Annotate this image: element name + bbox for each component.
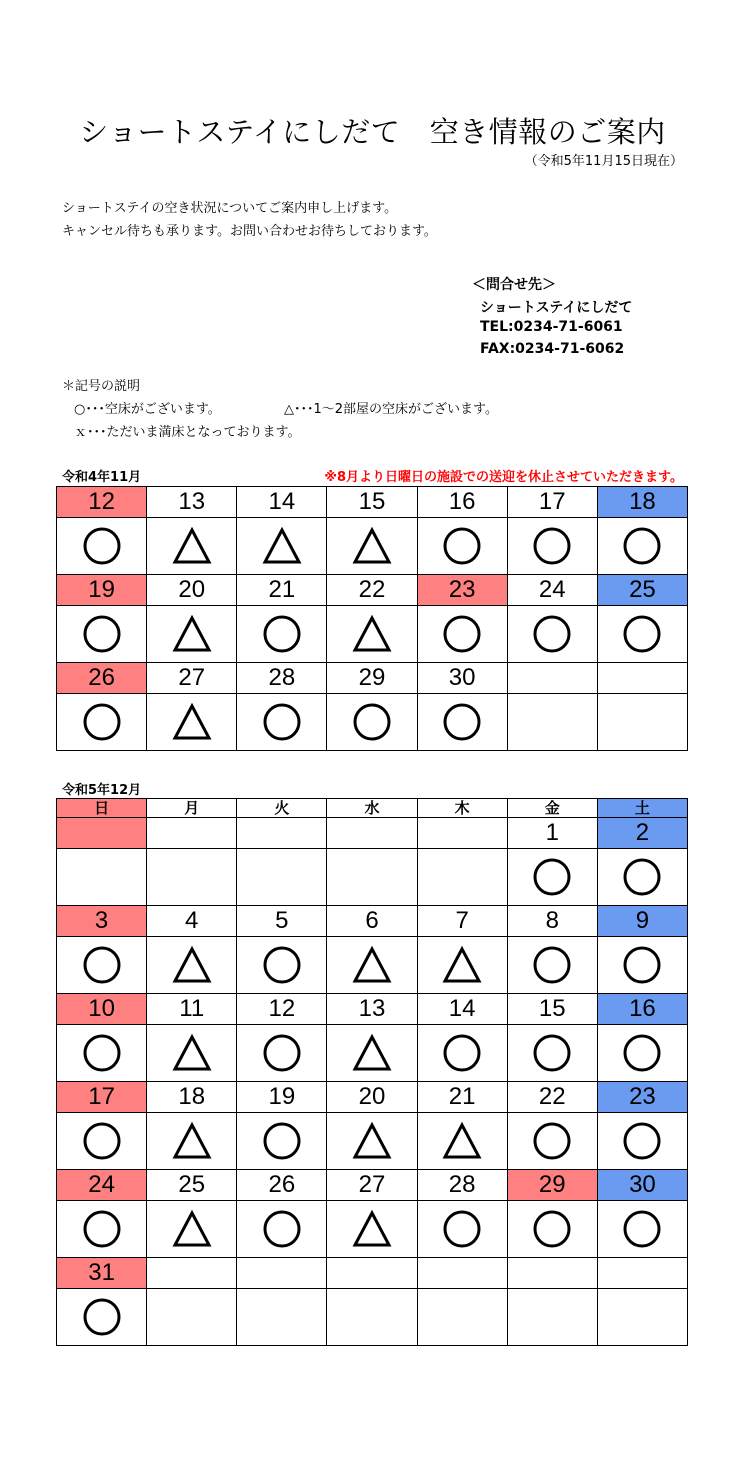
- status-cell: [597, 606, 687, 663]
- date-cell: 23: [417, 575, 507, 606]
- limited-vacancy-triangle-icon: [171, 701, 213, 743]
- status-cell: [57, 937, 147, 994]
- date-cell: 22: [507, 1082, 597, 1113]
- date-cell: [237, 1258, 327, 1289]
- limited-vacancy-triangle-icon: [171, 1208, 213, 1250]
- date-cell: 30: [417, 663, 507, 694]
- status-cell: [417, 1289, 507, 1346]
- date-cell: 5: [237, 906, 327, 937]
- vacancy-circle-icon: [81, 944, 123, 986]
- date-cell: [507, 1258, 597, 1289]
- limited-vacancy-triangle-icon: [351, 944, 393, 986]
- contact-fax: FAX:0234-71-6062: [480, 341, 625, 357]
- weekday-header: 木: [417, 799, 507, 818]
- vacancy-circle-icon: [261, 944, 303, 986]
- status-cell: [507, 937, 597, 994]
- date-cell: 20: [147, 575, 237, 606]
- date-cell: [147, 1258, 237, 1289]
- calendar-november: [56, 486, 688, 751]
- date-cell: 12: [237, 994, 327, 1025]
- date-cell: 19: [237, 1082, 327, 1113]
- date-cell: 18: [597, 487, 687, 518]
- status-cell: [147, 694, 237, 751]
- status-cell: [57, 1113, 147, 1170]
- vacancy-circle-icon: [531, 1120, 573, 1162]
- date-cell: 6: [327, 906, 417, 937]
- status-cell: [507, 1025, 597, 1082]
- date-cell: 1: [507, 818, 597, 849]
- status-cell: [327, 694, 417, 751]
- status-cell: [597, 937, 687, 994]
- status-cell: [237, 694, 327, 751]
- date-cell: 11: [147, 994, 237, 1025]
- date-cell: 13: [327, 994, 417, 1025]
- status-cell: [237, 1201, 327, 1258]
- date-cell: 20: [327, 1082, 417, 1113]
- weekday-header: 月: [147, 799, 237, 818]
- notice-text: ※8月より日曜日の施設での送迎を休止させていただきます。: [324, 470, 683, 485]
- date-cell: 3: [57, 906, 147, 937]
- status-cell: [417, 518, 507, 575]
- vacancy-circle-icon: [261, 613, 303, 655]
- status-cell: [237, 937, 327, 994]
- status-cell: [147, 937, 237, 994]
- date-cell: 17: [57, 1082, 147, 1113]
- status-cell: [57, 849, 147, 906]
- date-cell: [147, 818, 237, 849]
- date-cell: 9: [597, 906, 687, 937]
- date-row: [57, 575, 688, 606]
- status-cell: [417, 694, 507, 751]
- limited-vacancy-triangle-icon: [171, 944, 213, 986]
- vacancy-circle-icon: [531, 525, 573, 567]
- limited-vacancy-triangle-icon: [351, 1208, 393, 1250]
- status-cell: [237, 518, 327, 575]
- date-row: [57, 1082, 688, 1113]
- status-cell: [327, 1289, 417, 1346]
- vacancy-circle-icon: [531, 1032, 573, 1074]
- date-cell: 4: [147, 906, 237, 937]
- date-cell: 14: [417, 994, 507, 1025]
- status-cell: [507, 1289, 597, 1346]
- status-cell: [417, 1113, 507, 1170]
- date-row: [57, 906, 688, 937]
- status-cell: [147, 1201, 237, 1258]
- date-cell: [417, 1258, 507, 1289]
- date-cell: 16: [417, 487, 507, 518]
- vacancy-circle-icon: [81, 1296, 123, 1338]
- as-of-date: （令和5年11月15日現在）: [524, 154, 683, 169]
- date-cell: 19: [57, 575, 147, 606]
- date-cell: 12: [57, 487, 147, 518]
- limited-vacancy-triangle-icon: [261, 525, 303, 567]
- limited-vacancy-triangle-icon: [171, 1032, 213, 1074]
- date-row: [57, 1258, 688, 1289]
- vacancy-circle-icon: [81, 1208, 123, 1250]
- vacancy-circle-icon: [531, 944, 573, 986]
- vacancy-circle-icon: [441, 1032, 483, 1074]
- status-cell: [147, 518, 237, 575]
- status-row: [57, 606, 688, 663]
- vacancy-circle-icon: [81, 525, 123, 567]
- date-cell: 8: [507, 906, 597, 937]
- date-cell: [327, 818, 417, 849]
- date-cell: [57, 818, 147, 849]
- status-row: [57, 518, 688, 575]
- status-cell: [237, 1025, 327, 1082]
- status-cell: [417, 606, 507, 663]
- date-cell: 17: [507, 487, 597, 518]
- status-cell: [327, 518, 417, 575]
- status-row: [57, 694, 688, 751]
- status-cell: [237, 849, 327, 906]
- vacancy-circle-icon: [621, 1032, 663, 1074]
- date-cell: 25: [147, 1170, 237, 1201]
- date-cell: [237, 818, 327, 849]
- status-cell: [57, 1289, 147, 1346]
- date-cell: 27: [327, 1170, 417, 1201]
- status-cell: [327, 849, 417, 906]
- vacancy-circle-icon: [621, 944, 663, 986]
- vacancy-circle-icon: [261, 1120, 303, 1162]
- calendar-december: [56, 798, 688, 1346]
- status-cell: [327, 937, 417, 994]
- status-cell: [417, 937, 507, 994]
- status-cell: [147, 1289, 237, 1346]
- limited-vacancy-triangle-icon: [171, 613, 213, 655]
- weekday-header: 日: [57, 799, 147, 818]
- weekday-header: 火: [237, 799, 327, 818]
- date-cell: 15: [507, 994, 597, 1025]
- date-cell: 24: [507, 575, 597, 606]
- status-cell: [597, 694, 687, 751]
- limited-vacancy-triangle-icon: [351, 525, 393, 567]
- date-row: [57, 994, 688, 1025]
- contact-name: ショートステイにしだて: [480, 300, 633, 316]
- vacancy-circle-icon: [441, 701, 483, 743]
- date-cell: 31: [57, 1258, 147, 1289]
- date-cell: 26: [57, 663, 147, 694]
- month-label-dec: 令和5年12月: [62, 783, 142, 798]
- page-title: ショートステイにしだて 空き情報のご案内: [79, 115, 666, 149]
- date-cell: 23: [597, 1082, 687, 1113]
- vacancy-circle-icon: [531, 856, 573, 898]
- status-cell: [327, 1201, 417, 1258]
- date-cell: 15: [327, 487, 417, 518]
- status-row: [57, 937, 688, 994]
- vacancy-circle-icon: [261, 1208, 303, 1250]
- status-cell: [57, 1025, 147, 1082]
- status-cell: [147, 1113, 237, 1170]
- date-cell: 21: [237, 575, 327, 606]
- status-cell: [507, 1113, 597, 1170]
- date-cell: 29: [327, 663, 417, 694]
- vacancy-circle-icon: [621, 525, 663, 567]
- contact-tel: TEL:0234-71-6061: [480, 319, 623, 335]
- status-row: [57, 1025, 688, 1082]
- legend-cross: ｘ･･･ただいま満床となっております。: [74, 425, 301, 440]
- status-row: [57, 1201, 688, 1258]
- date-row: [57, 487, 688, 518]
- vacancy-circle-icon: [261, 1032, 303, 1074]
- vacancy-circle-icon: [81, 701, 123, 743]
- date-row: [57, 663, 688, 694]
- status-cell: [147, 1025, 237, 1082]
- date-cell: 30: [597, 1170, 687, 1201]
- date-cell: 28: [237, 663, 327, 694]
- weekday-header: 土: [597, 799, 687, 818]
- limited-vacancy-triangle-icon: [171, 1120, 213, 1162]
- status-cell: [57, 694, 147, 751]
- date-cell: [507, 663, 597, 694]
- vacancy-circle-icon: [531, 613, 573, 655]
- limited-vacancy-triangle-icon: [351, 613, 393, 655]
- date-cell: [417, 818, 507, 849]
- status-cell: [597, 1289, 687, 1346]
- status-cell: [57, 606, 147, 663]
- date-cell: 21: [417, 1082, 507, 1113]
- vacancy-circle-icon: [441, 1208, 483, 1250]
- status-cell: [147, 606, 237, 663]
- legend-circle: ○･･･空床がございます。: [74, 402, 221, 417]
- date-cell: 18: [147, 1082, 237, 1113]
- date-cell: 24: [57, 1170, 147, 1201]
- date-cell: 14: [237, 487, 327, 518]
- intro-line-1: ショートステイの空き状況についてご案内申し上げます。: [62, 201, 398, 216]
- date-cell: 13: [147, 487, 237, 518]
- vacancy-circle-icon: [621, 1208, 663, 1250]
- status-cell: [597, 1025, 687, 1082]
- status-cell: [327, 1025, 417, 1082]
- date-cell: 22: [327, 575, 417, 606]
- status-cell: [417, 849, 507, 906]
- status-cell: [597, 849, 687, 906]
- status-cell: [57, 1201, 147, 1258]
- status-cell: [417, 1025, 507, 1082]
- status-cell: [57, 518, 147, 575]
- date-cell: 28: [417, 1170, 507, 1201]
- status-cell: [597, 1201, 687, 1258]
- vacancy-circle-icon: [81, 1120, 123, 1162]
- date-cell: 25: [597, 575, 687, 606]
- status-cell: [507, 1201, 597, 1258]
- vacancy-circle-icon: [81, 613, 123, 655]
- vacancy-circle-icon: [531, 1208, 573, 1250]
- date-cell: [327, 1258, 417, 1289]
- date-cell: 10: [57, 994, 147, 1025]
- vacancy-circle-icon: [621, 613, 663, 655]
- limited-vacancy-triangle-icon: [351, 1032, 393, 1074]
- date-cell: [597, 1258, 687, 1289]
- status-cell: [597, 518, 687, 575]
- weekday-header-row: [57, 799, 688, 818]
- date-row: [57, 1170, 688, 1201]
- vacancy-circle-icon: [621, 856, 663, 898]
- status-row: [57, 849, 688, 906]
- month-label-nov: 令和4年11月: [62, 470, 142, 485]
- status-cell: [417, 1201, 507, 1258]
- vacancy-circle-icon: [441, 525, 483, 567]
- vacancy-circle-icon: [81, 1032, 123, 1074]
- contact-heading: ＜問合せ先＞: [472, 277, 556, 293]
- weekday-header: 金: [507, 799, 597, 818]
- vacancy-circle-icon: [351, 701, 393, 743]
- weekday-header: 水: [327, 799, 417, 818]
- date-cell: 7: [417, 906, 507, 937]
- legend-triangle: △･･･1～2部屋の空床がございます。: [284, 402, 498, 417]
- limited-vacancy-triangle-icon: [351, 1120, 393, 1162]
- status-cell: [507, 518, 597, 575]
- date-cell: 16: [597, 994, 687, 1025]
- vacancy-circle-icon: [441, 613, 483, 655]
- date-cell: [597, 663, 687, 694]
- limited-vacancy-triangle-icon: [441, 1120, 483, 1162]
- limited-vacancy-triangle-icon: [171, 525, 213, 567]
- date-row: [57, 818, 688, 849]
- intro-line-2: キャンセル待ちも承ります。お問い合わせお待ちしております。: [62, 224, 437, 239]
- status-cell: [507, 606, 597, 663]
- status-cell: [507, 694, 597, 751]
- status-cell: [237, 606, 327, 663]
- status-cell: [327, 606, 417, 663]
- vacancy-circle-icon: [261, 701, 303, 743]
- date-cell: 29: [507, 1170, 597, 1201]
- date-cell: 27: [147, 663, 237, 694]
- date-cell: 26: [237, 1170, 327, 1201]
- status-row: [57, 1113, 688, 1170]
- status-cell: [237, 1289, 327, 1346]
- status-cell: [597, 1113, 687, 1170]
- status-cell: [327, 1113, 417, 1170]
- limited-vacancy-triangle-icon: [441, 944, 483, 986]
- vacancy-circle-icon: [621, 1120, 663, 1162]
- date-cell: 2: [597, 818, 687, 849]
- legend-heading: ＊記号の説明: [62, 379, 141, 394]
- status-cell: [507, 849, 597, 906]
- status-row: [57, 1289, 688, 1346]
- status-cell: [147, 849, 237, 906]
- status-cell: [237, 1113, 327, 1170]
